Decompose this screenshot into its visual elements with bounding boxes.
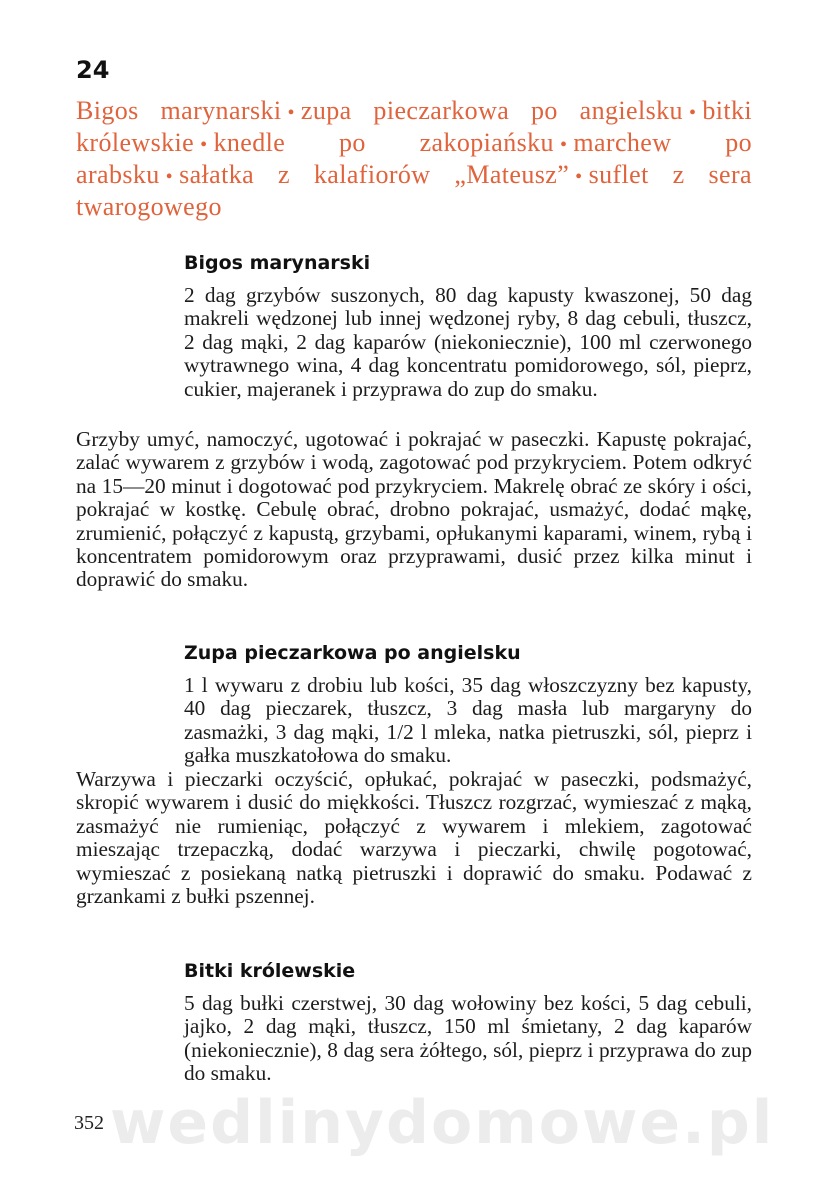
bullet-separator: • [559, 134, 568, 156]
menu-item: knedle po zakopiańsku [213, 128, 554, 157]
recipe-method: Warzywa i pieczarki oczyścić, opłukać, pokrajać w paseczki, podsmażyć, skropić wywarem i dusić do miękkości. Tłuszcz rozgrzać, wymieszać z mąką, zasmażyć nie rumieniąc, połączyć z wywarem i mlekiem, zagotować mieszając trzepaczką, dodać warzywa i pieczarki, chwilę pogotować, wymieszać z posiekaną natką pietruszki i doprawić do smaku. Podawać z grzankami z bułki pszennej. [76, 767, 752, 909]
watermark: wedlinydomowe.pl [110, 1088, 775, 1158]
menu-item: marchew po arabsku [76, 128, 753, 189]
bullet-separator: • [200, 134, 208, 156]
bullet-separator: • [287, 102, 295, 124]
recipe-ingredients: 1 l wywaru z drobiu lub kości, 35 dag włoszczyzny bez kapusty, 40 dag pieczarek, tłuszcz, 3 dag masła lub margaryny do zasmażki, 3 dag mąki, 1/2 l mleka, natka pietruszki, sól, pieprz i gałka muszkatołowa do smaku. [184, 673, 752, 768]
recipe-ingredients: 2 dag grzybów suszonych, 80 dag kapusty kwaszonej, 50 dag makreli wędzonej lub innej wędzonej ryby, 8 dag cebuli, tłuszcz, 2 dag mąki, 2 dag kaparów (niekoniecznie), 100 ml czerwonego wytrawnego wina, 4 dag koncentratu pomidorowego, sól, pieprz, cukier, majeranek i przyprawa do zup do smaku. [184, 283, 752, 401]
bullet-separator: • [575, 166, 583, 188]
menu-item: sałatka z kalafiorów „Mateusz” [179, 160, 570, 189]
bullet-separator: • [165, 166, 174, 188]
menu-item: suflet z sera twarogowego [76, 160, 752, 221]
recipe-title: Bitki królewskie [184, 960, 356, 982]
recipe-title: Bigos marynarski [184, 252, 371, 274]
recipe-ingredients: 5 dag bułki czerstwej, 30 dag wołowiny bez kości, 5 dag cebuli, jajko, 2 dag mąki, tłuszcz, 150 ml śmietany, 2 dag kaparów (niekoniecznie), 8 dag sera żółtego, sól, pieprz i przyprawa do zup do smaku. [184, 991, 752, 1086]
page-number: 352 [74, 1112, 104, 1134]
day-number: 24 [76, 56, 110, 84]
menu-item: bitki królewskie [76, 96, 753, 157]
bullet-separator: • [688, 102, 697, 124]
menu-item: zupa pieczarkowa po angielsku [300, 96, 683, 125]
menu-item: Bigos marynarski [76, 96, 282, 125]
recipe-method: Grzyby umyć, namoczyć, ugotować i pokrajać w paseczki. Kapustę pokrajać, zalać wywarem z grzybów i wodą, zagotować pod przykryciem. Potem odkryć na 15—20 minut i dogotować pod przykryciem. Makrelę obrać ze skóry i ości, pokrajać w kostkę. Cebulę obrać, drobno pokrajać, usmażyć, dodać mąkę, zrumienić, połączyć z kapustą, grzybami, opłukanymi kaparami, winem, rybą i koncentratem pomidorowym oraz przyprawami, dusić przez kilka minut i doprawić do smaku. [76, 427, 752, 592]
recipe-title: Zupa pieczarkowa po angielsku [184, 642, 521, 664]
daily-menu [76, 96, 752, 222]
